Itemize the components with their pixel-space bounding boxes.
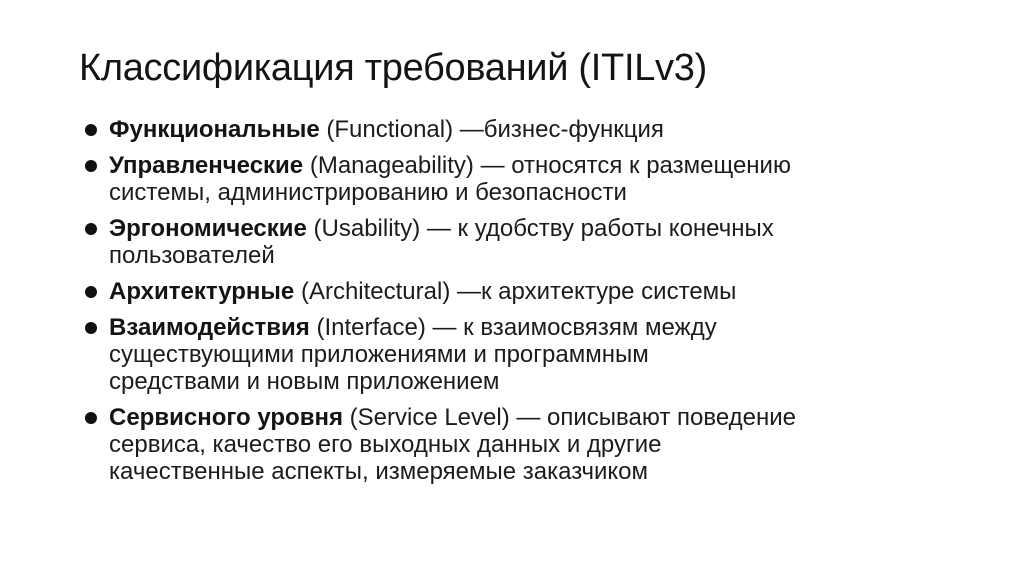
item-text: (Manageability) — относятся к размещению xyxy=(309,152,791,179)
item-term: Управленческие xyxy=(109,152,304,179)
item-text: (Functional) —бизнес-функция xyxy=(326,116,664,143)
item-text: (Architectural) —к архитектуре системы xyxy=(300,278,737,305)
item-first-line xyxy=(109,152,963,179)
item-text-continuation: сервиса, качество его выходных данных и другие xyxy=(109,431,662,458)
item-term: Эргономические xyxy=(109,215,307,242)
item-text-continuation: существующими приложениями и программным xyxy=(109,341,649,368)
item-text-continuation: пользователей xyxy=(109,242,275,269)
item-term: Функциональные xyxy=(109,116,320,143)
item-term: Архитектурные xyxy=(109,278,295,305)
bullet-icon xyxy=(85,124,97,136)
item-first-line xyxy=(109,278,963,305)
item-term: Взаимодействия xyxy=(109,314,310,341)
item-text-continuation: системы, администрированию и безопасности xyxy=(109,179,627,206)
item-term: Сервисного уровня xyxy=(109,404,343,431)
bullet-icon xyxy=(85,223,97,235)
bullet-icon xyxy=(85,160,97,172)
item-text-continuation: средствами и новым приложением xyxy=(109,368,500,395)
list-item-manageability xyxy=(83,152,963,206)
slide-title: Классификация требований (ITILv3) xyxy=(79,47,707,89)
list-item-service-level xyxy=(83,404,963,485)
item-text-continuation: качественные аспекты, измеряемые заказчиком xyxy=(109,458,648,485)
item-text: (Interface) — к взаимосвязям между xyxy=(316,314,717,341)
item-first-line xyxy=(109,215,963,242)
bullet-icon xyxy=(85,412,97,424)
bullet-icon xyxy=(85,286,97,298)
item-text: (Service Level) — описывают поведение xyxy=(349,404,796,431)
item-first-line xyxy=(109,314,963,341)
item-first-line xyxy=(109,404,963,431)
list-item-usability xyxy=(83,215,963,269)
list-item-functional xyxy=(83,116,963,143)
item-text: (Usability) — к удобству работы конечных xyxy=(313,215,774,242)
bullet-icon xyxy=(85,322,97,334)
requirements-list xyxy=(83,116,963,494)
item-first-line xyxy=(109,116,963,143)
list-item-interface xyxy=(83,314,963,395)
list-item-architectural xyxy=(83,278,963,305)
